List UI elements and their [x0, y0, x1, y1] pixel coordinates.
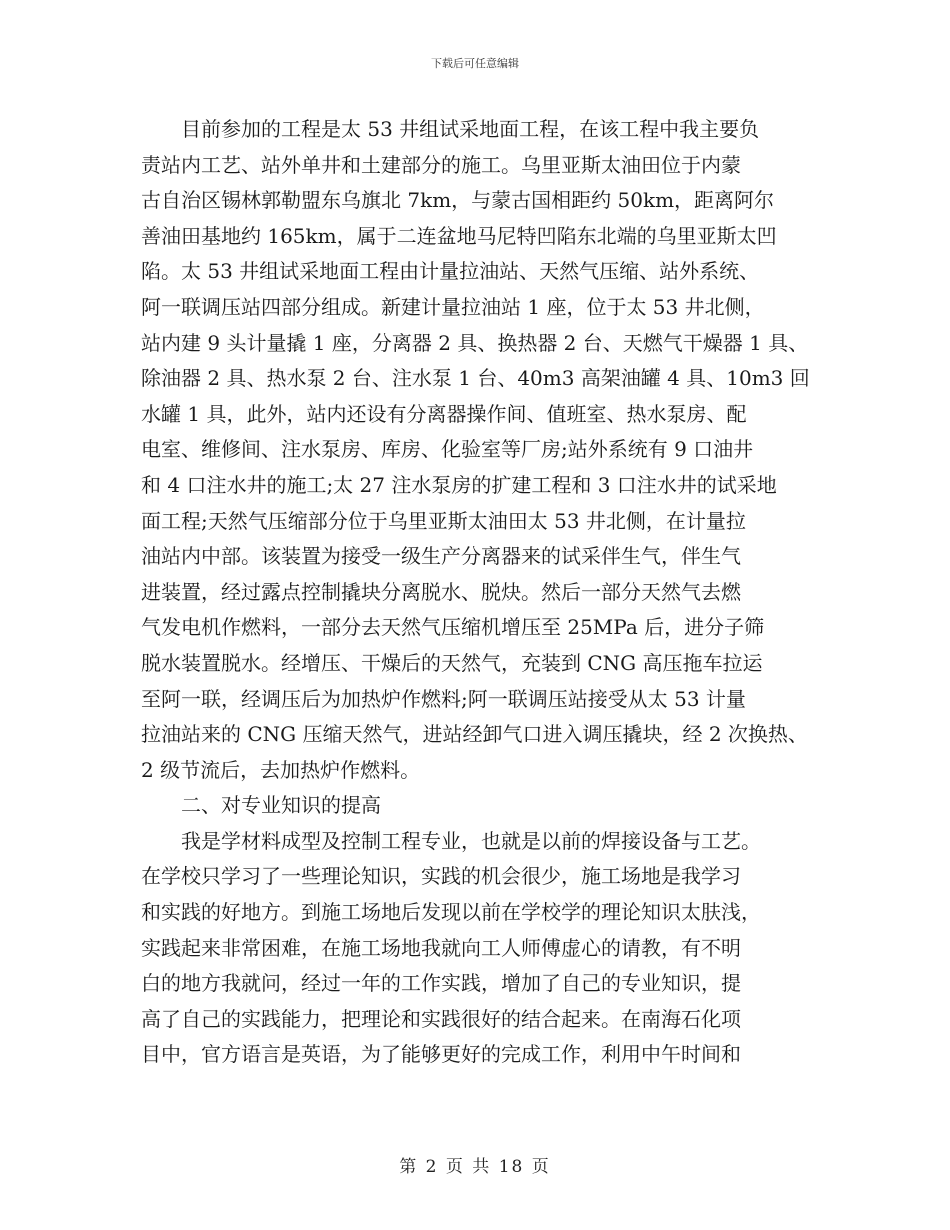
text-line: 气发电机作燃料，一部分去天然气压缩机增压至 25MPa 后，进分子筛 [141, 615, 765, 640]
text-line: 目中，官方语言是英语，为了能够更好的完成工作，利用中午时间和 [141, 1042, 741, 1067]
text-line: 阿一联调压站四部分组成。新建计量拉油站 1 座，位于太 53 井北侧， [141, 294, 765, 319]
text-line: 油站内中部。该装置为接受一级生产分离器来的试采伴生气，伴生气 [141, 544, 741, 569]
text-line: 电室、维修间、注水泵房、库房、化验室等厂房;站外系统有 9 口油井 [141, 437, 754, 462]
text-line: 除油器 2 具、热水泵 2 台、注水泵 1 台、40m3 高架油罐 4 具、10m3 回 [141, 366, 810, 391]
text-line: 站内建 9 头计量撬 1 座，分离器 2 具、换热器 2 台、天燃气干燥器 1 具、 [141, 330, 809, 355]
text-line: 至阿一联，经调压后为加热炉作燃料;阿一联调压站接受从太 53 计量 [141, 686, 746, 711]
text-line: 陷。太 53 井组试采地面工程由计量拉油站、天然气压缩、站外系统、 [141, 259, 760, 284]
text-line: 水罐 1 具，此外，站内还设有分离器操作间、值班室、热水泵房、配 [141, 401, 747, 426]
text-line: 善油田基地约 165km，属于二连盆地马尼特凹陷东北端的乌里亚斯太凹 [141, 223, 777, 248]
text-line: 高了自己的实践能力，把理论和实践很好的结合起来。在南海石化项 [141, 1006, 741, 1031]
section-heading: 二、对专业知识的提高 [141, 793, 381, 818]
text-line: 和 4 口注水井的施工;太 27 注水泵房的扩建工程和 3 口注水井的试采地 [141, 472, 777, 497]
text-line: 拉油站来的 CNG 压缩天然气，进站经卸气口进入调压撬块，经 2 次换热、 [141, 722, 808, 747]
text-line: 古自治区锡林郭勒盟东乌旗北 7km，与蒙古国相距约 50km，距离阿尔 [141, 188, 775, 213]
text-line: 目前参加的工程是太 53 井组试采地面工程，在该工程中我主要负 [141, 117, 760, 141]
text-line: 在学校只学习了一些理论知识，实践的机会很少，施工场地是我学习 [141, 864, 741, 889]
text-line: 白的地方我就问，经过一年的工作实践，增加了自己的专业知识，提 [141, 971, 741, 996]
page-header: 下载后可任意编辑 [431, 57, 519, 70]
text-line: 面工程;天然气压缩部分位于乌里亚斯太油田太 53 井北侧，在计量拉 [141, 508, 746, 533]
text-line: 和实践的好地方。到施工场地后发现以前在学校学的理论知识太肤浅， [141, 900, 761, 925]
page-number-footer: 第 2 页 共 18 页 [399, 1157, 551, 1177]
text-line: 我是学材料成型及控制工程专业，也就是以前的焊接设备与工艺。 [141, 828, 761, 853]
text-line: 脱水装置脱水。经增压、干燥后的天然气，充装到 CNG 高压拖车拉运 [141, 650, 763, 675]
text-line: 进装置，经过露点控制撬块分离脱水、脱炔。然后一部分天然气去燃 [141, 579, 741, 604]
text-line: 责站内工艺、站外单井和土建部分的施工。乌里亚斯太油田位于内蒙 [141, 152, 741, 177]
text-line: 实践起来非常困难，在施工场地我就向工人师傅虚心的请教，有不明 [141, 935, 741, 960]
text-line: 2 级节流后，去加热炉作燃料。 [141, 757, 421, 782]
document-body [141, 112, 831, 1073]
